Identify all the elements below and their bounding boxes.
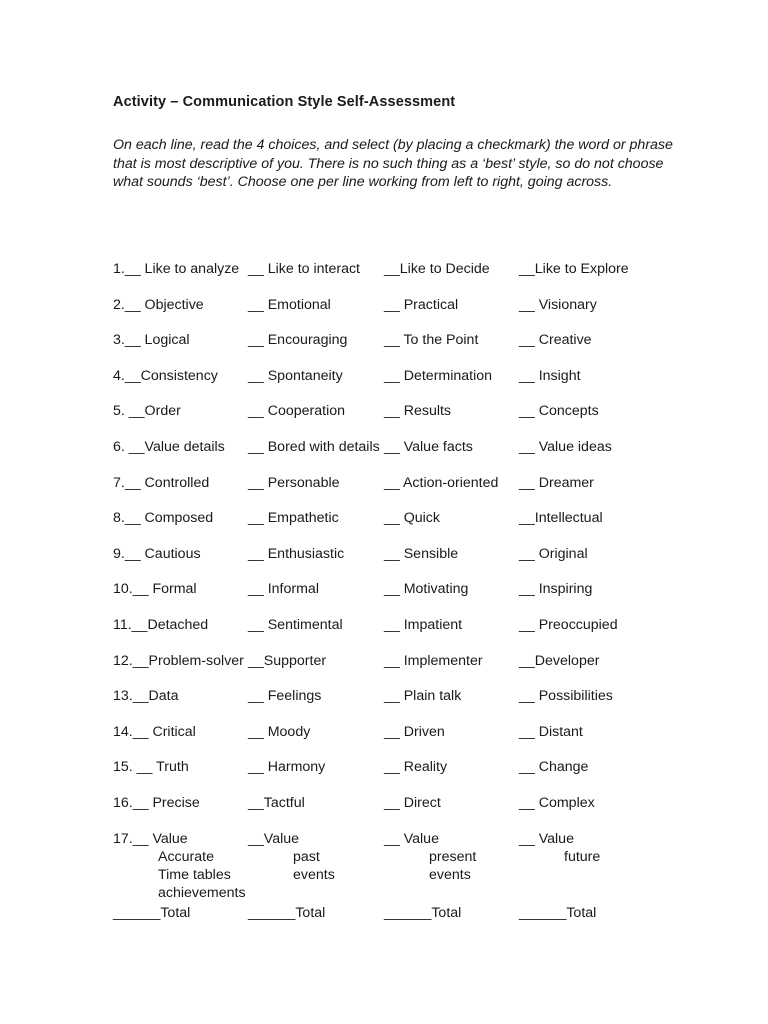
choice-option[interactable]: __ Possibilities xyxy=(519,688,613,705)
assessment-row xyxy=(113,261,673,297)
choice-option[interactable]: __ Value xyxy=(384,830,439,847)
instructions: On each line, read the 4 choices, and select (by placing a checkmark) the word or phrase that is most descriptive of you. There is no such thing as a ‘best’ style, so do not choose what sounds ‘best’. Choose one per line working from left to right, going across. xyxy=(113,137,673,190)
choice-option[interactable]: __ Emotional xyxy=(248,296,331,313)
total-column-2[interactable]: ______Total xyxy=(248,905,326,921)
choice-option[interactable]: __ Practical xyxy=(384,296,459,313)
choice-option[interactable]: __ Harmony xyxy=(248,759,326,776)
choice-option[interactable]: 2.__ Objective xyxy=(113,296,204,313)
choice-option[interactable]: __Value xyxy=(248,830,300,847)
choice-option[interactable]: __ Value facts xyxy=(384,438,473,455)
choice-option[interactable]: __ Plain talk xyxy=(384,688,462,705)
choice-detail-line: Accurate xyxy=(158,849,214,865)
choice-option[interactable]: __Like to Decide xyxy=(384,261,490,277)
choice-option[interactable]: __ Preoccupied xyxy=(519,616,618,633)
choice-option[interactable]: __ Original xyxy=(519,545,588,562)
choice-option[interactable]: __ Personable xyxy=(248,474,340,491)
choice-option[interactable]: __ Insight xyxy=(519,367,581,384)
choice-option[interactable]: __Tactful xyxy=(248,794,305,811)
choice-detail xyxy=(158,848,246,902)
choice-option[interactable]: __ Determination xyxy=(384,367,493,384)
choice-detail-line: future xyxy=(564,849,601,865)
assessment-list xyxy=(113,261,673,911)
choice-option[interactable]: __ Dreamer xyxy=(519,474,594,491)
choice-detail-line: events xyxy=(429,867,471,883)
assessment-row xyxy=(113,724,673,760)
choice-option[interactable]: __ Empathetic xyxy=(248,510,339,527)
choice-option[interactable]: __Supporter xyxy=(248,652,327,669)
total-column-1[interactable]: ______Total xyxy=(113,905,191,921)
choice-option[interactable]: 6. __Value details xyxy=(113,438,225,455)
choice-detail xyxy=(429,848,476,884)
assessment-row xyxy=(113,439,673,475)
choice-option[interactable]: __ Sensible xyxy=(384,545,459,562)
assessment-row xyxy=(113,403,673,439)
assessment-row xyxy=(113,688,673,724)
choice-option[interactable]: __ Complex xyxy=(519,794,595,811)
choice-option[interactable]: __ Value ideas xyxy=(519,438,612,455)
choice-option[interactable]: 13.__Data xyxy=(113,688,179,705)
choice-option[interactable]: __Developer xyxy=(519,652,600,669)
total-column-3[interactable]: ______Total xyxy=(384,905,462,921)
choice-option[interactable]: 4.__Consistency xyxy=(113,367,218,384)
choice-option[interactable]: __ Moody xyxy=(248,723,311,740)
assessment-row xyxy=(113,617,673,653)
choice-option[interactable]: __ Informal xyxy=(248,581,319,598)
choice-detail-line: Time tables xyxy=(158,867,231,883)
choice-option[interactable]: __ Enthusiastic xyxy=(248,545,345,562)
choice-option[interactable]: __ Implementer xyxy=(384,652,483,669)
choice-option[interactable]: __ Cooperation xyxy=(248,403,346,420)
choice-detail-line: present xyxy=(429,849,477,865)
choice-option[interactable]: __ Distant xyxy=(519,723,583,740)
choice-option[interactable]: 8.__ Composed xyxy=(113,510,214,527)
choice-option[interactable]: __ Creative xyxy=(519,332,592,349)
assessment-row xyxy=(113,368,673,404)
choice-option[interactable]: __ Sentimental xyxy=(248,616,343,633)
choice-option[interactable]: __ Like to interact xyxy=(248,261,360,277)
choice-option[interactable]: __ Impatient xyxy=(384,616,463,633)
choice-option[interactable]: __ Driven xyxy=(384,723,445,740)
choice-option[interactable]: 16.__ Precise xyxy=(113,794,200,811)
assessment-row xyxy=(113,831,673,911)
choice-detail-line: past xyxy=(293,849,320,865)
choice-detail xyxy=(293,848,335,884)
total-column-4[interactable]: ______Total xyxy=(519,905,597,921)
choice-option[interactable]: 5. __Order xyxy=(113,403,181,420)
choice-option[interactable]: 9.__ Cautious xyxy=(113,545,201,562)
assessment-row xyxy=(113,546,673,582)
choice-option[interactable]: __ Value xyxy=(519,830,574,847)
totals-row xyxy=(113,905,673,925)
choice-option[interactable]: __ To the Point xyxy=(384,332,479,349)
choice-option[interactable]: __ Direct xyxy=(384,794,441,811)
assessment-row xyxy=(113,653,673,689)
choice-option[interactable]: __ Inspiring xyxy=(519,581,593,598)
choice-option[interactable]: 17.__ Value xyxy=(113,830,188,847)
assessment-row xyxy=(113,475,673,511)
choice-option[interactable]: __ Quick xyxy=(384,510,440,527)
choice-detail-line: achievements xyxy=(158,885,246,901)
choice-option[interactable]: 14.__ Critical xyxy=(113,723,196,740)
choice-option[interactable]: __Like to Explore xyxy=(519,261,629,277)
choice-option[interactable]: __Intellectual xyxy=(519,510,603,527)
choice-option[interactable]: __ Action-oriented xyxy=(384,474,499,491)
assessment-row xyxy=(113,297,673,333)
choice-option[interactable]: 15. __ Truth xyxy=(113,759,189,776)
assessment-row xyxy=(113,795,673,831)
choice-option[interactable]: __ Motivating xyxy=(384,581,469,598)
choice-option[interactable]: __ Encouraging xyxy=(248,332,348,349)
assessment-row xyxy=(113,332,673,368)
page-title: Activity – Communication Style Self-Assessment xyxy=(113,94,456,110)
assessment-row xyxy=(113,581,673,617)
choice-option[interactable]: __ Spontaneity xyxy=(248,367,343,384)
choice-option[interactable]: 10.__ Formal xyxy=(113,581,197,598)
choice-option[interactable]: __ Concepts xyxy=(519,403,599,420)
choice-option[interactable]: 7.__ Controlled xyxy=(113,474,210,491)
choice-option[interactable]: 11.__Detached xyxy=(113,616,209,633)
choice-detail xyxy=(564,848,600,866)
choice-option[interactable]: 1.__ Like to analyze xyxy=(113,261,240,277)
choice-option[interactable]: __ Bored with details xyxy=(248,438,380,455)
assessment-row xyxy=(113,510,673,546)
choice-option[interactable]: 12.__Problem-solver xyxy=(113,652,244,669)
choice-option[interactable]: __ Visionary xyxy=(519,296,597,313)
choice-option[interactable]: __ Feelings xyxy=(248,688,322,705)
choice-detail-line: events xyxy=(293,867,335,883)
assessment-row xyxy=(113,759,673,795)
choice-option[interactable]: __ Change xyxy=(519,759,589,776)
choice-option[interactable]: 3.__ Logical xyxy=(113,332,190,349)
choice-option[interactable]: __ Reality xyxy=(384,759,448,776)
choice-option[interactable]: __ Results xyxy=(384,403,452,420)
